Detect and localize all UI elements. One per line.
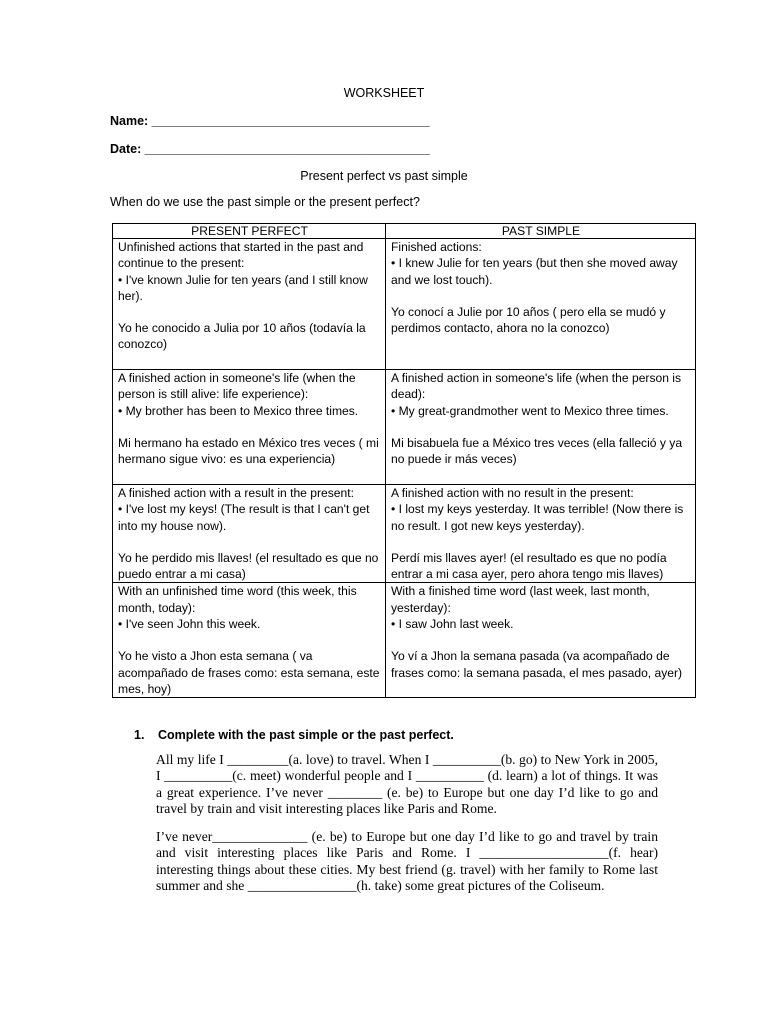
spacer (391, 632, 691, 648)
table-row (113, 239, 696, 370)
table-row (113, 485, 696, 583)
translation-text: Yo he visto a Jhon esta semana ( va acompañado de frases como: esta semana, este mes, hoy) (118, 649, 380, 696)
rule-text: A finished action with a result in the present: (118, 486, 354, 500)
header-past-simple: PAST SIMPLE (386, 224, 696, 239)
spacer (391, 288, 691, 304)
spacer (118, 632, 381, 648)
translation-text: Mi hermano ha estado en México tres veces ( mi hermano sigue vivo: es una experiencia) (118, 435, 379, 467)
spacer (391, 419, 691, 435)
rule-text: A finished action with no result in the present: (391, 486, 634, 500)
example-text: • I've seen John this week. (118, 617, 261, 632)
translation-text: Yo he perdido mis llaves! (el resultado es que no puedo entrar a mi casa) (118, 550, 379, 582)
rule-text: Finished actions: (391, 240, 482, 254)
translation-text: Yo he conocido a Julia por 10 años (todavía la conozco) (118, 321, 366, 352)
example-text: • My brother has been to Mexico three times. (118, 403, 359, 418)
past-simple-cell (386, 239, 696, 370)
spacer (391, 534, 691, 550)
spacer (118, 534, 381, 550)
example-text: • I saw John last week. (391, 617, 514, 632)
date-field: Date: _________________________________________ (110, 142, 430, 156)
translation-text: Yo ví a Jhon la semana pasada (va acompañado de frases como: la semana pasada, el mes pasado, ayer) (391, 649, 683, 680)
past-simple-cell (386, 485, 696, 583)
exercise-number: 1. (134, 728, 145, 742)
past-simple-cell (386, 583, 696, 698)
spacer (118, 419, 381, 435)
worksheet-title: WORKSHEET (343, 86, 425, 100)
example-text: • I lost my keys yesterday. It was terrible! (Now there is no result. I got new keys yesterday). (391, 502, 684, 533)
comparison-table (112, 223, 696, 698)
translation-text: Mi bisabuela fue a México tres veces (ella falleció y ya no puede ir más veces) (391, 435, 683, 467)
present-perfect-cell (113, 370, 386, 485)
past-simple-cell (386, 370, 696, 485)
example-text: • I've lost my keys! (The result is that I can't get into my house now). (118, 502, 370, 533)
rule-text: With an unfinished time word (this week, this month, today): (118, 584, 357, 615)
rule-text: A finished action in someone's life (when the person is dead): (391, 371, 682, 402)
table-row (113, 370, 696, 485)
exercise-title: Complete with the past simple or the past perfect. (158, 728, 454, 742)
rule-text: Unfinished actions that started in the past and continue to the present: (118, 240, 364, 271)
exercise-paragraph: All my life I _________(a. love) to travel. When I __________(b. go) to New York in 2005, I __________(c. meet) wonderful people and I __________ (d. learn) a lot of things. It was a great experience. I’ve never ________ (e. be) to Europe but one day I’d like to go and travel by train and visit interesting places like Paris and Rome. (156, 752, 658, 816)
rule-text: A finished action in someone's life (when the person is still alive: life experience): (118, 371, 356, 402)
name-field: Name: ________________________________________ (110, 114, 430, 128)
table-row (113, 583, 696, 698)
example-text: • I knew Julie for ten years (but then she moved away and we lost touch). (391, 256, 678, 287)
translation-text: Yo conocí a Julie por 10 años ( pero ella se mudó y perdimos contacto, ahora no la conozco) (391, 304, 666, 336)
rule-text: With a finished time word (last week, last month, yesterday): (391, 584, 650, 615)
translation-text: Perdí mis llaves ayer! (el resultado es que no podía entrar a mi casa ayer, pero ahora tengo mis llaves) (391, 550, 667, 582)
intro-question: When do we use the past simple or the present perfect? (110, 195, 420, 209)
present-perfect-cell (113, 583, 386, 698)
exercise-paragraph: I’ve never______________ (e. be) to Europe but one day I’d like to go and travel by train and visit interesting places like Paris and Rome. I ___________________(f. hear) interesting things about these cities. My best friend (g. travel) with her family to Rome last summer and she ________________(h. take) some great pictures of the Coliseum. (156, 829, 658, 893)
worksheet-subtitle: Present perfect vs past simple (300, 169, 468, 183)
header-present-perfect: PRESENT PERFECT (113, 224, 386, 239)
example-text: • My great-grandmother went to Mexico three times. (391, 403, 669, 418)
table-header-row (113, 224, 696, 239)
example-text: • I've known Julie for ten years (and I still know her). (118, 272, 368, 303)
exercise-heading (134, 728, 454, 742)
present-perfect-cell (113, 239, 386, 370)
present-perfect-cell (113, 485, 386, 583)
spacer (118, 304, 381, 320)
